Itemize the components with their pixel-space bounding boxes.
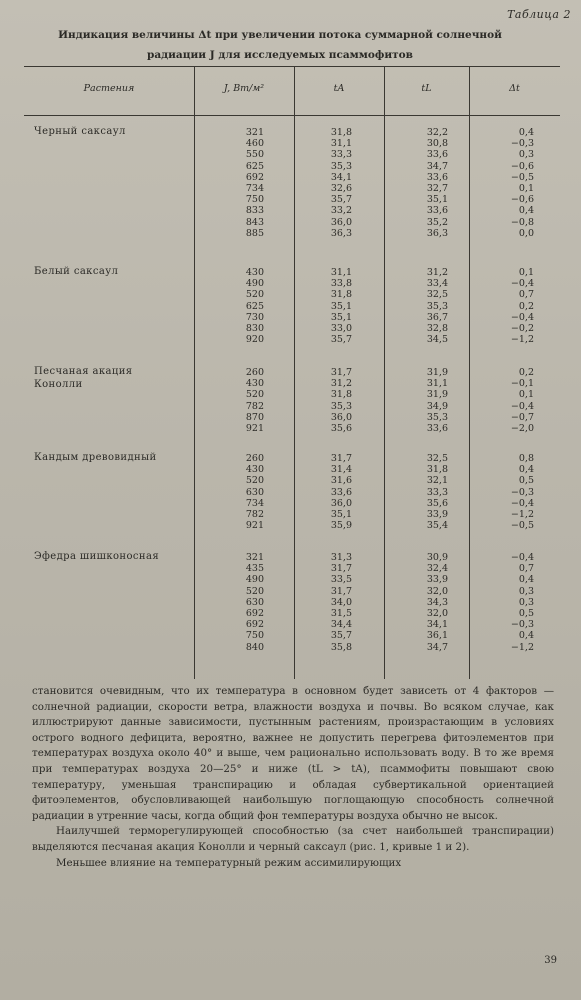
- table-row: [24, 487, 560, 499]
- cell-dt: −0,1: [510, 378, 534, 390]
- table-row: [24, 138, 560, 150]
- cell-tl: 33,9: [426, 574, 448, 586]
- cell-dt: −1,2: [510, 334, 534, 346]
- cell-dt: −0,4: [510, 400, 534, 412]
- cell-j: 782: [245, 400, 264, 412]
- cell-ta: 31,7: [330, 453, 352, 464]
- cell-dt: −0,3: [510, 486, 534, 498]
- cell-tl: 35,2: [426, 216, 448, 228]
- table-row: [24, 217, 560, 229]
- cell-ta: 32,6: [330, 183, 352, 194]
- plant-name: Песчаная акация Конолли: [34, 366, 133, 390]
- plant-name: Белый саксаул: [34, 266, 119, 277]
- table-row: [24, 630, 560, 642]
- cell-tl: 32,0: [426, 585, 448, 597]
- cell-dt: 0,2: [518, 300, 534, 312]
- cell-ta: 35,1: [330, 509, 352, 520]
- plant-name: Черный саксаул: [34, 126, 126, 137]
- cell-j: 625: [245, 300, 264, 312]
- cell-tl: 32,4: [426, 563, 448, 575]
- cell-dt: 0,4: [518, 574, 534, 586]
- cell-ta: 36,3: [330, 227, 352, 239]
- cell-dt: −0,5: [510, 171, 534, 183]
- cell-j: 520: [245, 585, 264, 597]
- cell-ta: 35,6: [330, 423, 352, 434]
- cell-j: 520: [245, 389, 264, 401]
- paragraph-3: Меньшее влияние на температурный режим ассимилирующих: [56, 856, 402, 869]
- table-row: [24, 278, 560, 290]
- cell-j: 750: [245, 194, 264, 206]
- cell-tl: 36,7: [426, 311, 448, 323]
- cell-j: 550: [245, 149, 264, 161]
- cell-j: 885: [245, 227, 264, 239]
- cell-ta: 35,7: [330, 334, 352, 346]
- table-row: [24, 378, 560, 390]
- cell-j: 734: [245, 497, 264, 509]
- cell-tl: 33,6: [426, 149, 448, 161]
- table-row: [24, 563, 560, 575]
- cell-dt: 0,7: [518, 563, 534, 575]
- table-row: [24, 520, 560, 532]
- header-plants: Растения: [83, 83, 135, 94]
- cell-ta: 33,8: [330, 278, 352, 290]
- cell-ta: 35,3: [330, 160, 352, 172]
- cell-ta: 33,3: [330, 149, 352, 161]
- cell-tl: 36,1: [426, 630, 448, 642]
- cell-tl: 32,7: [426, 183, 448, 194]
- cell-tl: 34,3: [426, 596, 448, 608]
- cell-tl: 30,9: [426, 552, 448, 563]
- cell-j: 435: [245, 563, 264, 575]
- header-tl: tL: [421, 83, 432, 94]
- cell-ta: 31,1: [330, 138, 352, 150]
- cell-dt: −0,8: [510, 216, 534, 228]
- table-row: [24, 312, 560, 324]
- cell-j: 490: [245, 278, 264, 290]
- cell-ta: 31,1: [330, 267, 352, 278]
- header-ta: tA: [333, 83, 345, 94]
- cell-j: 630: [245, 596, 264, 608]
- cell-tl: 31,1: [426, 378, 448, 390]
- page-number: 39: [544, 955, 557, 966]
- table-row: [24, 423, 560, 435]
- cell-j: 921: [245, 520, 264, 532]
- cell-tl: 34,5: [426, 334, 448, 346]
- caption-line-2: радиации J для исследуемых псаммофитов: [147, 49, 413, 61]
- cell-dt: −0,5: [510, 520, 534, 532]
- cell-ta: 31,8: [330, 389, 352, 401]
- cell-j: 840: [245, 641, 264, 653]
- cell-tl: 35,3: [426, 300, 448, 312]
- cell-ta: 34,4: [330, 619, 352, 631]
- cell-j: 692: [245, 608, 264, 619]
- paragraph-1: становится очевидным, что их температура в основном будет зависеть от 4 факторов — солнечной радиации, скорости ветра, влажности воздуха и почвы. Во всяком случае, как иллюстрируют данные зависимости, пустынным растениям, произрастающим в условиях острого водного дефицита, вероятно, важнее не допустить перегрева фитоэлементов при температурах воздуха около 40° и выше, чем рационально использовать воду. В то же время при температурах воздуха 20—25° и ниже (tL > tA), псаммофиты повышают свою температуру, уменьшая транспирацию и обладая субвертикальной ориентацией фитоэлементов, обусловливающей наибольшую поглощающую способность солнечной радиации в утренние часы, когда общий фон температуры воздуха обычно не высок.: [32, 685, 554, 822]
- cell-ta: 31,7: [330, 563, 352, 575]
- cell-dt: −0,2: [510, 323, 534, 334]
- cell-j: 921: [245, 423, 264, 434]
- cell-tl: 32,8: [426, 323, 448, 334]
- cell-dt: −2,0: [510, 423, 534, 434]
- cell-dt: −0,4: [510, 497, 534, 509]
- cell-tl: 35,4: [426, 520, 448, 532]
- table-row: [24, 389, 560, 401]
- cell-dt: −0,4: [510, 311, 534, 323]
- cell-j: 870: [245, 411, 264, 423]
- cell-tl: 31,9: [426, 367, 448, 378]
- cell-j: 460: [245, 138, 264, 150]
- table-row: [24, 161, 560, 173]
- cell-ta: 31,8: [330, 127, 352, 138]
- cell-dt: −0,4: [510, 278, 534, 290]
- table-row: [24, 608, 560, 620]
- table-row: [24, 183, 560, 195]
- cell-j: 730: [245, 311, 264, 323]
- table-row: [24, 301, 560, 313]
- caption-line-1: Индикация величины Δt при увеличении потока суммарной солнечной: [58, 29, 502, 41]
- cell-tl: 36,3: [426, 227, 448, 239]
- table-label: Таблица 2: [507, 8, 571, 21]
- table-row: [24, 127, 560, 139]
- header-dt: Δt: [509, 83, 520, 94]
- cell-dt: 0,8: [518, 453, 534, 464]
- cell-ta: 31,6: [330, 475, 352, 487]
- header-j: J, Вт/м²: [223, 83, 265, 94]
- cell-ta: 31,8: [330, 289, 352, 301]
- cell-tl: 30,8: [426, 138, 448, 150]
- cell-dt: −1,2: [510, 509, 534, 520]
- cell-tl: 33,6: [426, 423, 448, 434]
- cell-ta: 35,8: [330, 641, 352, 653]
- paragraph-2: Наилучшей терморегулирующей способностью (за счет наибольшей транспирации) выделяются песчаная акация Конолли и черный саксаул (рис. 1, кривые 1 и 2).: [32, 825, 554, 853]
- cell-dt: 0,1: [518, 267, 534, 278]
- cell-j: 692: [245, 171, 264, 183]
- cell-ta: 33,0: [330, 323, 352, 334]
- cell-dt: −0,7: [510, 411, 534, 423]
- cell-tl: 32,1: [426, 475, 448, 487]
- cell-tl: 32,5: [426, 289, 448, 301]
- cell-j: 750: [245, 630, 264, 642]
- cell-j: 630: [245, 486, 264, 498]
- table-row: [24, 464, 560, 476]
- cell-tl: 32,2: [426, 127, 448, 138]
- cell-j: 625: [245, 160, 264, 172]
- cell-tl: 32,5: [426, 453, 448, 464]
- cell-dt: 0,3: [518, 149, 534, 161]
- cell-j: 734: [245, 183, 264, 194]
- cell-tl: 34,7: [426, 160, 448, 172]
- cell-j: 843: [245, 216, 264, 228]
- cell-j: 430: [245, 464, 264, 476]
- cell-dt: 0,4: [518, 630, 534, 642]
- cell-dt: 0,3: [518, 596, 534, 608]
- cell-ta: 35,9: [330, 520, 352, 532]
- cell-j: 260: [245, 453, 264, 464]
- cell-j: 321: [245, 552, 264, 563]
- cell-ta: 36,0: [330, 411, 352, 423]
- table-row: [24, 149, 560, 161]
- cell-ta: 35,1: [330, 300, 352, 312]
- cell-ta: 33,6: [330, 486, 352, 498]
- cell-ta: 31,2: [330, 378, 352, 390]
- table-caption: [40, 25, 520, 65]
- cell-tl: 31,8: [426, 464, 448, 476]
- cell-ta: 31,7: [330, 585, 352, 597]
- cell-tl: 33,6: [426, 205, 448, 217]
- cell-tl: 35,1: [426, 194, 448, 206]
- cell-j: 920: [245, 334, 264, 346]
- cell-ta: 36,0: [330, 497, 352, 509]
- cell-j: 430: [245, 267, 264, 278]
- table-row: [24, 172, 560, 184]
- cell-ta: 36,0: [330, 216, 352, 228]
- table-row: [24, 228, 560, 240]
- cell-ta: 31,3: [330, 552, 352, 563]
- table-row: [24, 412, 560, 424]
- cell-ta: 31,7: [330, 367, 352, 378]
- plant-name: Кандым древовидный: [34, 452, 157, 463]
- cell-ta: 31,4: [330, 464, 352, 476]
- cell-tl: 31,2: [426, 267, 448, 278]
- cell-dt: −0,4: [510, 552, 534, 563]
- cell-j: 830: [245, 323, 264, 334]
- cell-tl: 34,9: [426, 400, 448, 412]
- table-row: [24, 323, 560, 335]
- cell-j: 260: [245, 367, 264, 378]
- table-row: [24, 597, 560, 609]
- cell-tl: 32,0: [426, 608, 448, 619]
- plant-name: Эфедра шишконосная: [34, 551, 160, 562]
- cell-dt: 0,5: [518, 608, 534, 619]
- cell-j: 692: [245, 619, 264, 631]
- cell-ta: 34,0: [330, 596, 352, 608]
- table-row: [24, 453, 560, 465]
- cell-tl: 33,4: [426, 278, 448, 290]
- cell-j: 321: [245, 127, 264, 138]
- cell-j: 520: [245, 289, 264, 301]
- table-row: [24, 475, 560, 487]
- cell-dt: 0,3: [518, 585, 534, 597]
- table-row: [24, 574, 560, 586]
- cell-dt: 0,4: [518, 127, 534, 138]
- cell-tl: 31,9: [426, 389, 448, 401]
- cell-dt: 0,5: [518, 475, 534, 487]
- table-row: [24, 267, 560, 279]
- cell-tl: 34,1: [426, 619, 448, 631]
- cell-ta: 35,3: [330, 400, 352, 412]
- cell-dt: 0,0: [518, 227, 534, 239]
- table-row: [24, 498, 560, 510]
- cell-dt: −0,3: [510, 619, 534, 631]
- cell-dt: 0,1: [518, 389, 534, 401]
- table-header: [24, 67, 560, 116]
- cell-dt: −1,2: [510, 641, 534, 653]
- cell-j: 490: [245, 574, 264, 586]
- table-row: [24, 194, 560, 206]
- cell-dt: 0,4: [518, 464, 534, 476]
- cell-ta: 35,7: [330, 194, 352, 206]
- cell-j: 520: [245, 475, 264, 487]
- cell-dt: 0,7: [518, 289, 534, 301]
- cell-j: 833: [245, 205, 264, 217]
- cell-ta: 35,1: [330, 311, 352, 323]
- cell-dt: −0,6: [510, 194, 534, 206]
- cell-ta: 35,7: [330, 630, 352, 642]
- data-table: [24, 66, 560, 679]
- table-row: [24, 205, 560, 217]
- table-row: [24, 367, 560, 379]
- cell-dt: 0,4: [518, 205, 534, 217]
- cell-tl: 35,3: [426, 411, 448, 423]
- body-text: [32, 684, 554, 871]
- cell-ta: 33,5: [330, 574, 352, 586]
- cell-dt: −0,3: [510, 138, 534, 150]
- table-row: [24, 619, 560, 631]
- cell-tl: 34,7: [426, 641, 448, 653]
- table-row: [24, 334, 560, 346]
- cell-dt: 0,1: [518, 183, 534, 194]
- cell-j: 430: [245, 378, 264, 390]
- cell-j: 782: [245, 509, 264, 520]
- table-row: [24, 552, 560, 564]
- cell-tl: 33,6: [426, 171, 448, 183]
- cell-ta: 33,2: [330, 205, 352, 217]
- cell-dt: 0,2: [518, 367, 534, 378]
- cell-tl: 35,6: [426, 497, 448, 509]
- cell-ta: 31,5: [330, 608, 352, 619]
- cell-ta: 34,1: [330, 171, 352, 183]
- table-row: [24, 509, 560, 521]
- cell-tl: 33,3: [426, 486, 448, 498]
- cell-tl: 33,9: [426, 509, 448, 520]
- table-row: [24, 642, 560, 654]
- table-row: [24, 289, 560, 301]
- cell-dt: −0,6: [510, 160, 534, 172]
- table-row: [24, 586, 560, 598]
- table-row: [24, 401, 560, 413]
